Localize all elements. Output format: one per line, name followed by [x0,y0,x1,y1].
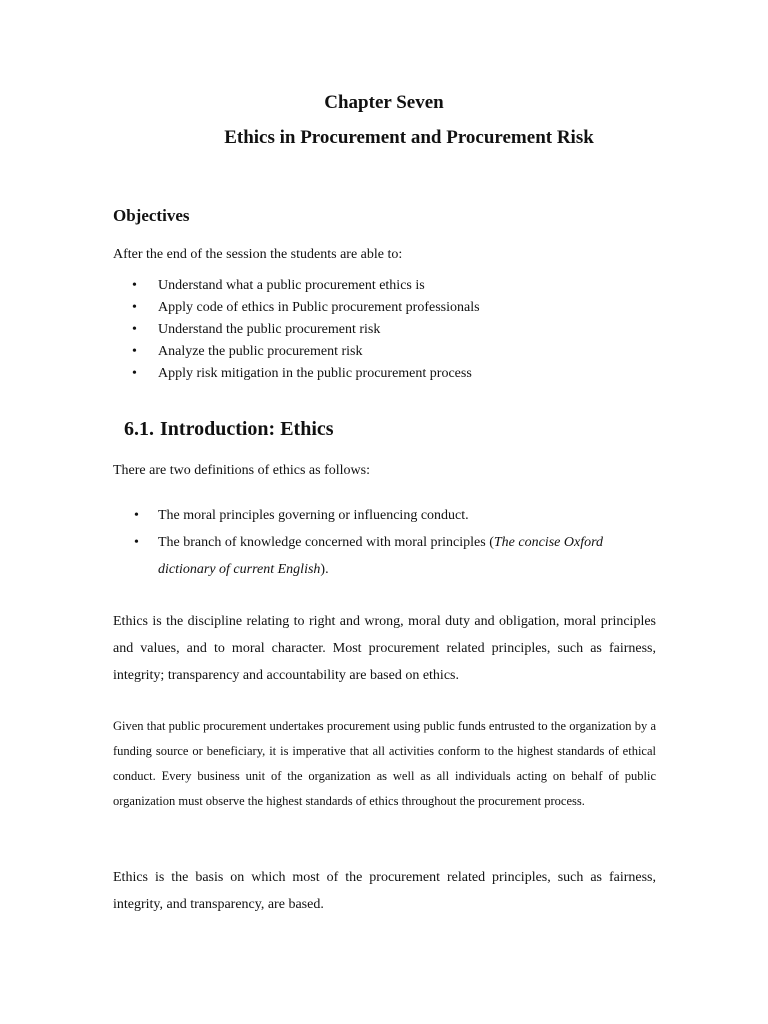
section-number: 6.1. [124,418,154,440]
objectives-intro: After the end of the session the students are able to: [113,247,403,262]
definition-text: The moral principles governing or influencing conduct. [158,508,469,523]
bullet-icon: • [132,300,137,315]
bullet-icon: • [132,366,137,381]
chapter-subtitle: Ethics in Procurement and Procurement Risk [224,127,594,148]
definition-text: The branch of knowledge concerned with moral principles ( [158,535,494,550]
list-item [113,319,480,341]
list-item [113,502,656,529]
bullet-icon: • [134,535,139,550]
chapter-title: Chapter Seven [324,92,444,113]
list-item [113,363,480,385]
bullet-icon: • [134,508,139,523]
definition-source: The concise Oxford dictionary of current English [158,535,604,577]
objective-text: Apply code of ethics in Public procurement professionals [158,300,480,315]
bullet-icon: • [132,344,137,359]
definitions-list [113,502,656,583]
objective-text: Apply risk mitigation in the public procurement process [158,366,472,381]
definitions-intro: There are two definitions of ethics as follows: [113,463,370,478]
objective-text: Analyze the public procurement risk [158,344,363,359]
objective-text: Understand what a public procurement ethics is [158,278,425,293]
list-item [113,529,656,583]
section-title: Introduction: Ethics [160,418,334,440]
paragraph: Ethics is the discipline relating to right and wrong, moral duty and obligation, moral principles and values, and to moral character. Most procurement related principles, such as fairness, integrity; transparency and accountability are based on ethics. [113,614,656,683]
paragraph: Ethics is the basis on which most of the procurement related principles, such as fairness, integrity, and transparency, are based. [113,870,656,912]
paragraph: Given that public procurement undertakes procurement using public funds entrusted to the organization by a funding source or beneficiary, it is imperative that all activities conform to the highest standards of ethical conduct. Every business unit of the organization as well as all individuals acting on behalf of public organization must observe the highest standards of ethics throughout the procurement process. [113,719,656,808]
section-heading [124,418,334,441]
bullet-icon: • [132,278,137,293]
list-item [113,297,480,319]
objective-text: Understand the public procurement risk [158,322,381,337]
objectives-list [113,275,480,385]
objectives-heading: Objectives [113,206,190,225]
list-item [113,275,480,297]
definition-text-end: ). [320,562,329,577]
list-item [113,341,480,363]
bullet-icon: • [132,322,137,337]
